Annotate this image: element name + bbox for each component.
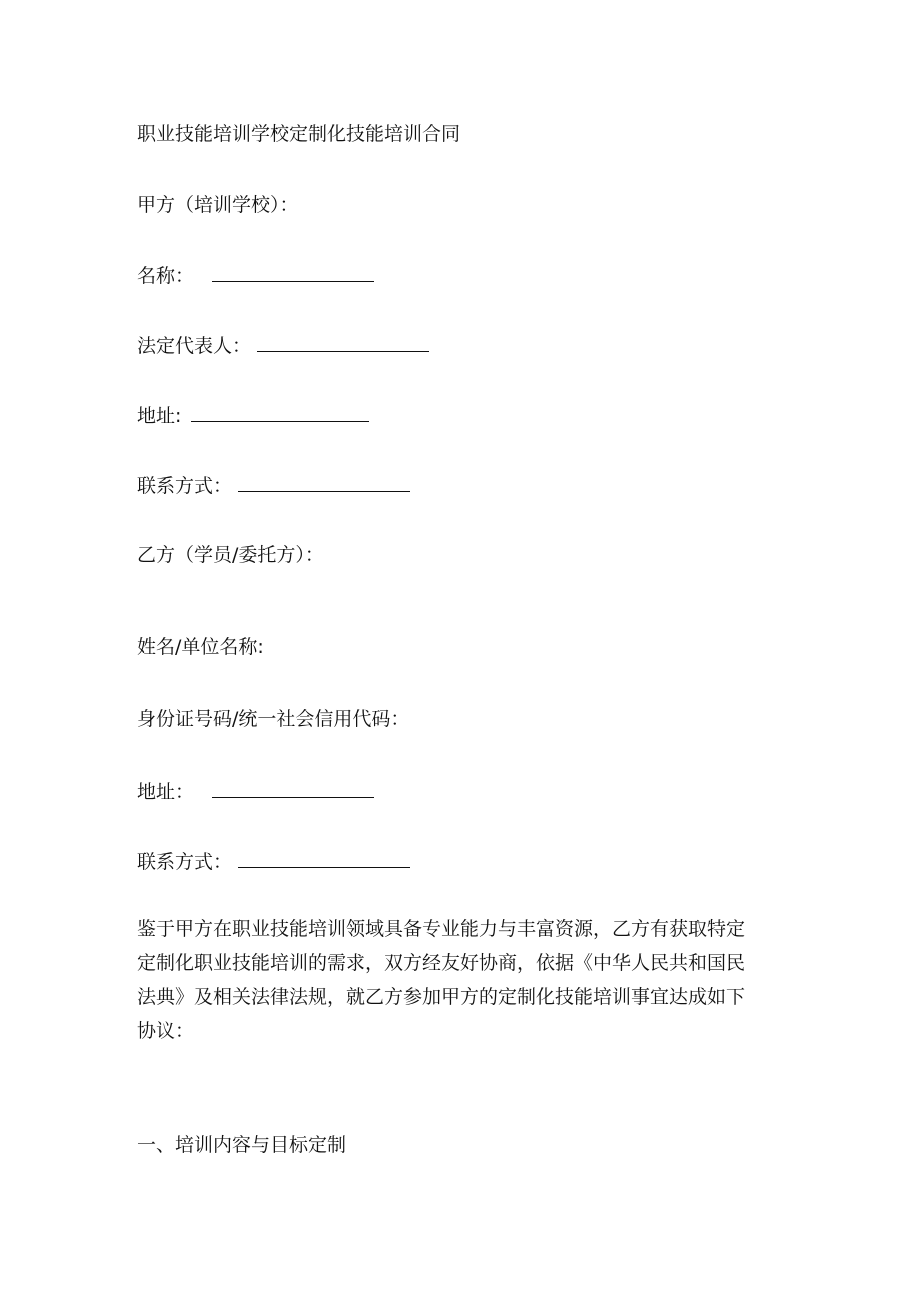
party-b-address-row: [137, 779, 374, 804]
party-b-address-label: 地址：: [137, 781, 195, 803]
document-title: 职业技能培训学校定制化技能培训合同: [137, 123, 461, 145]
party-b-contact-label: 联系方式：: [137, 851, 233, 873]
party-b-address-blank[interactable]: [212, 779, 374, 798]
party-b-name-label: 姓名/单位名称:: [137, 636, 264, 658]
party-a-rep-row: [137, 333, 429, 358]
party-a-name-row: [137, 263, 374, 288]
preamble-line-2: 定制化职业技能培训的需求，双方经友好协商，依据《中华人民共和国民: [137, 952, 746, 974]
preamble-paragraph: [137, 912, 787, 1048]
preamble-line-1: 鉴于甲方在职业技能培训领域具备专业能力与丰富资源，乙方有获取特定: [137, 918, 746, 940]
section-1-heading: 一、培训内容与目标定制: [137, 1134, 347, 1156]
party-a-contact-label: 联系方式：: [137, 475, 233, 497]
party-a-rep-blank[interactable]: [257, 333, 429, 352]
party-b-contact-row: [137, 849, 410, 874]
party-b-id-label: 身份证号码/统一社会信用代码：: [137, 708, 410, 730]
party-a-heading: 甲方（培训学校）：: [137, 194, 299, 216]
preamble-line-3: 法典》及相关法律法规，就乙方参加甲方的定制化技能培训事宜达成如下: [137, 986, 746, 1008]
preamble-line-4: 协议：: [137, 1020, 195, 1042]
party-a-contact-blank[interactable]: [238, 473, 410, 492]
party-a-name-blank[interactable]: [212, 263, 374, 282]
party-a-name-label: 名称：: [137, 265, 195, 287]
party-a-address-label: 地址:: [137, 405, 182, 427]
party-b-contact-blank[interactable]: [238, 849, 410, 868]
party-a-rep-label: 法定代表人：: [137, 335, 252, 357]
party-a-contact-row: [137, 473, 410, 498]
party-b-heading: 乙方（学员/委托方）：: [137, 544, 324, 566]
party-a-address-row: [137, 403, 369, 428]
party-a-address-blank[interactable]: [191, 403, 369, 422]
